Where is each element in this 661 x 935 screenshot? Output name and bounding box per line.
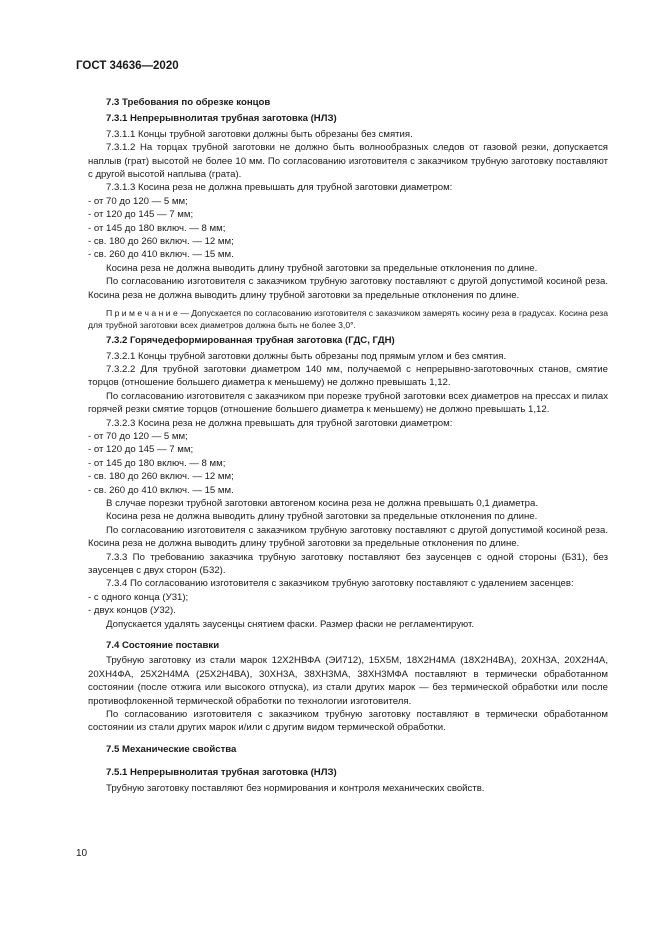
list-item: - двух концов (У32). [88,605,176,617]
list-item: - св. 260 до 410 включ. — 15 мм. [88,484,234,496]
paragraph: 7.3.1.1 Концы трубной заготовки должны быть обрезаны без смятия. [106,128,413,140]
paragraph: В случае порезки трубной заготовки автогеном косина реза не должна превышать 0,1 диаметра. [106,497,538,509]
paragraph: Допускается удалять заусенцы снятием фаски. Размер фаски не регламентируют. [106,618,475,630]
list-item: - от 145 до 180 включ. — 8 мм; [88,222,226,234]
note-paragraph [88,307,608,331]
section-7-3-heading: 7.3 Требования по обрезке концов [106,97,271,108]
paragraph: 7.3.1.3 Косина реза не должна превышать для трубной заготовки диаметром: [106,182,453,194]
list-item: - с одного конца (У31); [88,591,189,603]
section-7-3-2-heading: 7.3.2 Горячедеформированная трубная заготовка (ГДС, ГДН) [106,335,395,347]
paragraph: 7.3.2.2 Для трубной заготовки диаметром 140 мм, получаемой с непрерывно-заготовочных станов, смятие торцов (отношение большего диаметра к меньшему) не должно превышать 1,12. [88,363,608,389]
standard-header: ГОСТ 34636—2020 [76,60,179,72]
list-item: - от 70 до 120 — 5 мм; [88,430,188,442]
list-item: - от 120 до 145 — 7 мм; [88,444,194,456]
list-item: - св. 260 до 410 включ. — 15 мм. [88,249,234,261]
list-item: - св. 180 до 260 включ. — 12 мм; [88,236,234,248]
note-label: П р и м е ч а н и е [106,308,178,319]
paragraph: 7.3.3 По требованию заказчика трубную заготовку поставляют без заусенцев с одной стороны (Б31), без заусенцев с двух сторон (Б32). [88,551,608,576]
note-text: — Допускается по согласованию изготовителя с заказчиком замерять косину реза в градусах. Косина реза для трубной заготовки всех диаметров должна быть не более 3,0°. [88,308,609,331]
paragraph: По согласованию изготовителя с заказчиком трубную заготовку поставляют с другой допустимой косиной реза. Косина реза не должна выводить длину трубной заготовки за предельные отклонения по длине. [88,276,608,301]
section-7-3-1-heading: 7.3.1 Непрерывнолитая трубная заготовка (НЛЗ) [106,113,337,125]
list-item: - от 120 до 145 — 7 мм; [88,209,194,221]
paragraph: 7.3.1.2 На торцах трубной заготовки не должно быть волнообразных следов от газовой резки, допускается наплыв (грат) высотой не более 10 мм. По согласованию изготовителя с заказчиком трубную заготовку поставляют с другой высотой наплыва (грата). [88,142,608,181]
paragraph: По согласованию изготовителя с заказчиком трубную заготовку поставляют с другой допустимой косиной реза. Косина реза не должна выводить длину трубной заготовки за предельные отклонения по длине. [88,524,608,550]
section-7-5-1-heading: 7.5.1 Непрерывнолитая трубная заготовка (НЛЗ) [106,767,337,779]
section-7-4-heading: 7.4 Состояние поставки [106,640,220,652]
document-body [88,92,608,795]
paragraph: Косина реза не должна выводить длину трубной заготовки за предельные отклонения по длине. [106,511,538,523]
list-item: - от 70 до 120 — 5 мм; [88,195,188,207]
list-item: - св. 180 до 260 включ. — 12 мм; [88,471,234,483]
paragraph: Трубную заготовку из стали марок 12Х2НВФА (ЭИ712), 15Х5М, 18Х2Н4МА (18Х2Н4ВА), 20ХН3А, 20Х2Н4А, 20ХН4ФА, 25Х2Н4МА (25Х2Н4ВА), 30ХН3А, 38ХН3МА, 38ХН3МФА поставляют в термически обработанном состоянии (после отжига или высокого отпуска), из стали других марок — без термической обработки или после противофлокенной термической обработки по технологии изготовителя. [88,655,608,707]
paragraph: По согласованию изготовителя с заказчиком при порезке трубной заготовки всех диаметров на прессах и пилах горячей резки смятие торцов (отношение большего диаметра к меньшему) не должно превышать 1,12. [88,390,608,416]
paragraph: По согласованию изготовителя с заказчиком трубную заготовку поставляют в термически обработанном состоянии из стали других марок и/или с другим видом термической обработки. [88,709,608,734]
paragraph: 7.3.2.1 Концы трубной заготовки должны быть обрезаны под прямым углом и без смятия. [106,350,507,362]
paragraph: 7.3.2.3 Косина реза не должна превышать для трубной заготовки диаметром: [106,417,453,429]
list-item: - от 145 до 180 включ. — 8 мм; [88,457,226,469]
paragraph: Трубную заготовку поставляют без нормирования и контроля механических свойств. [106,782,485,794]
paragraph: 7.3.4 По согласованию изготовителя с заказчиком трубную заготовку поставляют с удалением засенцев: [106,578,574,590]
paragraph: Косина реза не должна выводить длину трубной заготовки за предельные отклонения по длине. [106,262,538,274]
page-number: 10 [76,848,88,859]
section-7-5-heading: 7.5 Механические свойства [106,743,237,755]
